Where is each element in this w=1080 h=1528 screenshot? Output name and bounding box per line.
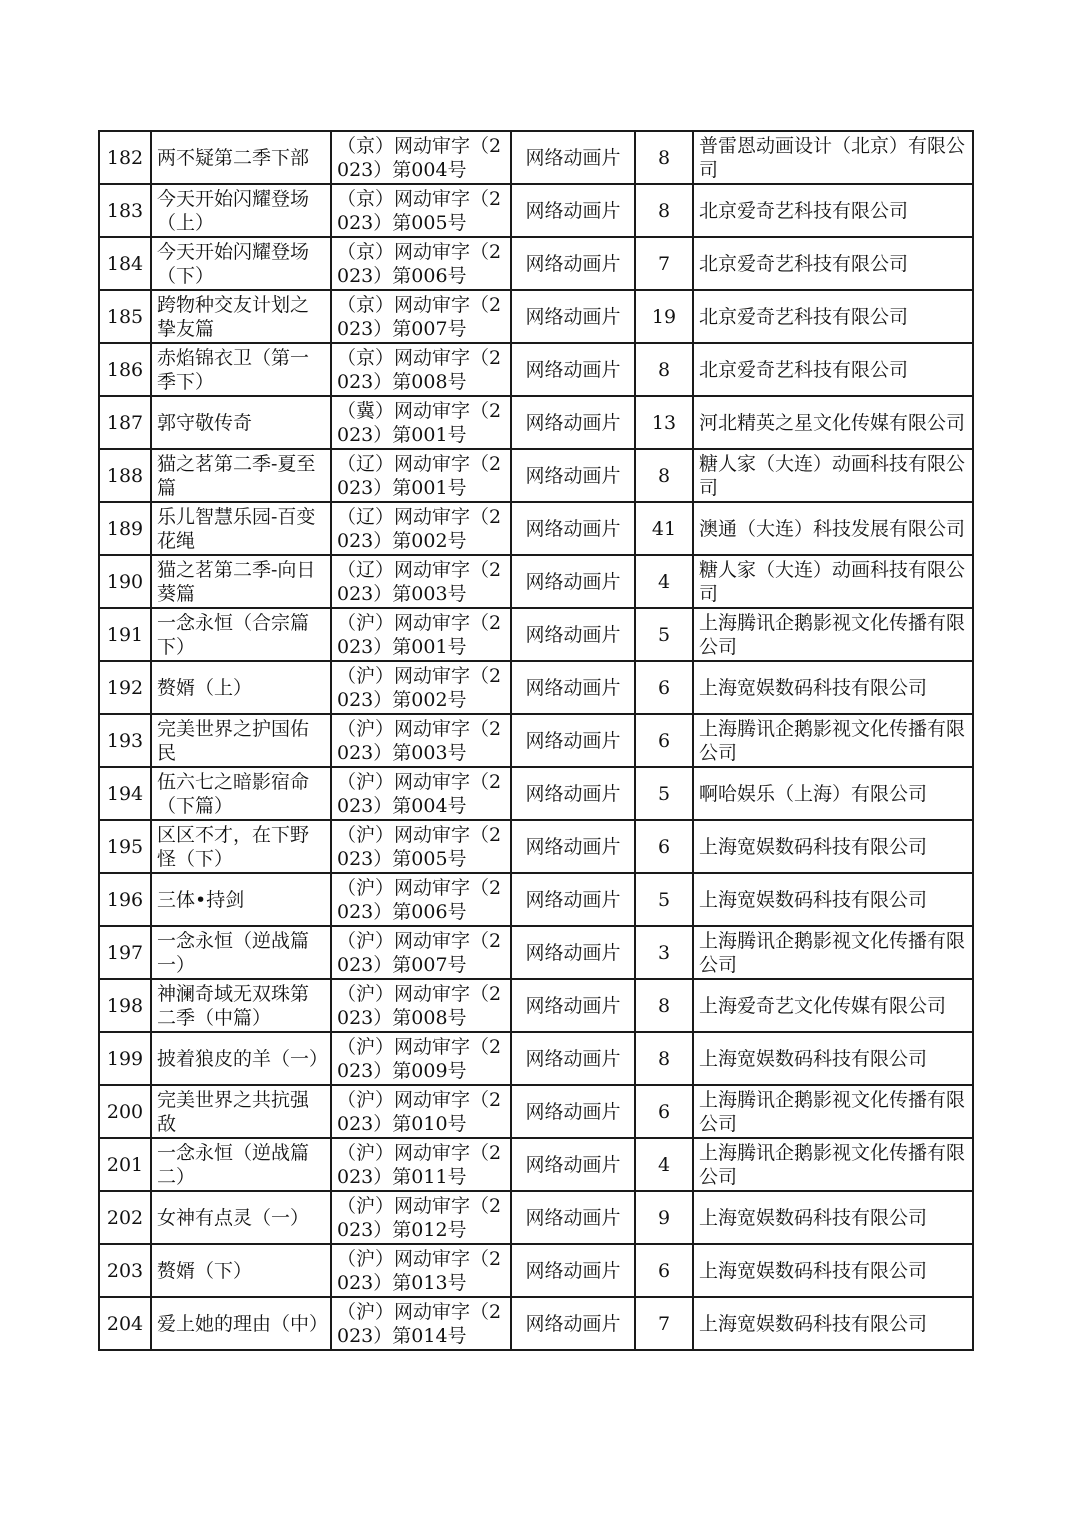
row-number-cell: 184 bbox=[99, 237, 151, 290]
license-number-cell: （京）网动审字（2023）第005号 bbox=[331, 184, 511, 237]
company-cell: 上海宽娱数码科技有限公司 bbox=[693, 820, 973, 873]
title-cell: 完美世界之护国佑民 bbox=[151, 714, 331, 767]
license-number-cell: （沪）网动审字（2023）第014号 bbox=[331, 1297, 511, 1350]
table-row bbox=[99, 131, 973, 184]
episodes-cell: 6 bbox=[635, 1244, 693, 1297]
episodes-cell: 6 bbox=[635, 714, 693, 767]
license-number-cell: （沪）网动审字（2023）第012号 bbox=[331, 1191, 511, 1244]
title-cell: 乐儿智慧乐园-百变花绳 bbox=[151, 502, 331, 555]
type-cell: 网络动画片 bbox=[511, 1191, 635, 1244]
episodes-cell: 7 bbox=[635, 1297, 693, 1350]
table-row bbox=[99, 555, 973, 608]
license-number-cell: （沪）网动审字（2023）第004号 bbox=[331, 767, 511, 820]
title-cell: 女神有点灵（一） bbox=[151, 1191, 331, 1244]
table-row bbox=[99, 449, 973, 502]
type-cell: 网络动画片 bbox=[511, 1138, 635, 1191]
table-row bbox=[99, 290, 973, 343]
type-cell: 网络动画片 bbox=[511, 1032, 635, 1085]
company-cell: 上海腾讯企鹅影视文化传播有限公司 bbox=[693, 714, 973, 767]
type-cell: 网络动画片 bbox=[511, 237, 635, 290]
type-cell: 网络动画片 bbox=[511, 608, 635, 661]
title-cell: 两不疑第二季下部 bbox=[151, 131, 331, 184]
episodes-cell: 7 bbox=[635, 237, 693, 290]
episodes-cell: 4 bbox=[635, 1138, 693, 1191]
company-cell: 上海腾讯企鹅影视文化传播有限公司 bbox=[693, 608, 973, 661]
type-cell: 网络动画片 bbox=[511, 767, 635, 820]
episodes-cell: 13 bbox=[635, 396, 693, 449]
row-number-cell: 194 bbox=[99, 767, 151, 820]
license-number-cell: （沪）网动审字（2023）第010号 bbox=[331, 1085, 511, 1138]
type-cell: 网络动画片 bbox=[511, 1297, 635, 1350]
row-number-cell: 200 bbox=[99, 1085, 151, 1138]
table-row bbox=[99, 184, 973, 237]
title-cell: 猫之茗第二季-向日葵篇 bbox=[151, 555, 331, 608]
company-cell: 上海宽娱数码科技有限公司 bbox=[693, 1244, 973, 1297]
company-cell: 上海宽娱数码科技有限公司 bbox=[693, 1032, 973, 1085]
row-number-cell: 203 bbox=[99, 1244, 151, 1297]
row-number-cell: 187 bbox=[99, 396, 151, 449]
type-cell: 网络动画片 bbox=[511, 502, 635, 555]
company-cell: 北京爱奇艺科技有限公司 bbox=[693, 343, 973, 396]
title-cell: 今天开始闪耀登场（下） bbox=[151, 237, 331, 290]
company-cell: 啊哈娱乐（上海）有限公司 bbox=[693, 767, 973, 820]
company-cell: 糖人家（大连）动画科技有限公司 bbox=[693, 555, 973, 608]
episodes-cell: 9 bbox=[635, 1191, 693, 1244]
license-number-cell: （沪）网动审字（2023）第011号 bbox=[331, 1138, 511, 1191]
episodes-cell: 4 bbox=[635, 555, 693, 608]
license-number-cell: （京）网动审字（2023）第006号 bbox=[331, 237, 511, 290]
title-cell: 赘婿（下） bbox=[151, 1244, 331, 1297]
title-cell: 猫之茗第二季-夏至篇 bbox=[151, 449, 331, 502]
company-cell: 糖人家（大连）动画科技有限公司 bbox=[693, 449, 973, 502]
episodes-cell: 8 bbox=[635, 1032, 693, 1085]
title-cell: 神澜奇域无双珠第二季（中篇） bbox=[151, 979, 331, 1032]
type-cell: 网络动画片 bbox=[511, 449, 635, 502]
row-number-cell: 199 bbox=[99, 1032, 151, 1085]
row-number-cell: 190 bbox=[99, 555, 151, 608]
episodes-cell: 19 bbox=[635, 290, 693, 343]
table-row bbox=[99, 502, 973, 555]
license-number-cell: （沪）网动审字（2023）第003号 bbox=[331, 714, 511, 767]
company-cell: 上海宽娱数码科技有限公司 bbox=[693, 1191, 973, 1244]
title-cell: 一念永恒（合宗篇下） bbox=[151, 608, 331, 661]
title-cell: 三体•持剑 bbox=[151, 873, 331, 926]
row-number-cell: 198 bbox=[99, 979, 151, 1032]
license-number-cell: （辽）网动审字（2023）第002号 bbox=[331, 502, 511, 555]
row-number-cell: 202 bbox=[99, 1191, 151, 1244]
table-row bbox=[99, 608, 973, 661]
title-cell: 郭守敬传奇 bbox=[151, 396, 331, 449]
row-number-cell: 191 bbox=[99, 608, 151, 661]
table-row bbox=[99, 1085, 973, 1138]
row-number-cell: 193 bbox=[99, 714, 151, 767]
episodes-cell: 5 bbox=[635, 873, 693, 926]
company-cell: 上海宽娱数码科技有限公司 bbox=[693, 661, 973, 714]
title-cell: 跨物种交友计划之挚友篇 bbox=[151, 290, 331, 343]
row-number-cell: 186 bbox=[99, 343, 151, 396]
row-number-cell: 195 bbox=[99, 820, 151, 873]
row-number-cell: 185 bbox=[99, 290, 151, 343]
type-cell: 网络动画片 bbox=[511, 979, 635, 1032]
episodes-cell: 3 bbox=[635, 926, 693, 979]
type-cell: 网络动画片 bbox=[511, 290, 635, 343]
episodes-cell: 5 bbox=[635, 608, 693, 661]
type-cell: 网络动画片 bbox=[511, 926, 635, 979]
table-row bbox=[99, 237, 973, 290]
table-row bbox=[99, 343, 973, 396]
title-cell: 披着狼皮的羊（一） bbox=[151, 1032, 331, 1085]
company-cell: 上海腾讯企鹅影视文化传播有限公司 bbox=[693, 1085, 973, 1138]
title-cell: 伍六七之暗影宿命（下篇） bbox=[151, 767, 331, 820]
episodes-cell: 8 bbox=[635, 131, 693, 184]
row-number-cell: 204 bbox=[99, 1297, 151, 1350]
license-number-cell: （沪）网动审字（2023）第002号 bbox=[331, 661, 511, 714]
row-number-cell: 189 bbox=[99, 502, 151, 555]
table-row bbox=[99, 1297, 973, 1350]
company-cell: 上海宽娱数码科技有限公司 bbox=[693, 873, 973, 926]
episodes-cell: 6 bbox=[635, 820, 693, 873]
license-number-cell: （辽）网动审字（2023）第003号 bbox=[331, 555, 511, 608]
company-cell: 北京爱奇艺科技有限公司 bbox=[693, 184, 973, 237]
company-cell: 上海宽娱数码科技有限公司 bbox=[693, 1297, 973, 1350]
table-row bbox=[99, 820, 973, 873]
type-cell: 网络动画片 bbox=[511, 714, 635, 767]
title-cell: 今天开始闪耀登场（上） bbox=[151, 184, 331, 237]
license-number-cell: （沪）网动审字（2023）第013号 bbox=[331, 1244, 511, 1297]
episodes-cell: 8 bbox=[635, 184, 693, 237]
episodes-cell: 8 bbox=[635, 979, 693, 1032]
type-cell: 网络动画片 bbox=[511, 343, 635, 396]
license-number-cell: （沪）网动审字（2023）第007号 bbox=[331, 926, 511, 979]
company-cell: 北京爱奇艺科技有限公司 bbox=[693, 237, 973, 290]
license-number-cell: （沪）网动审字（2023）第001号 bbox=[331, 608, 511, 661]
type-cell: 网络动画片 bbox=[511, 396, 635, 449]
table-row bbox=[99, 1032, 973, 1085]
table-row bbox=[99, 1191, 973, 1244]
episodes-cell: 6 bbox=[635, 661, 693, 714]
license-number-cell: （沪）网动审字（2023）第009号 bbox=[331, 1032, 511, 1085]
title-cell: 区区不才，在下野怪（下） bbox=[151, 820, 331, 873]
type-cell: 网络动画片 bbox=[511, 555, 635, 608]
title-cell: 赘婿（上） bbox=[151, 661, 331, 714]
row-number-cell: 182 bbox=[99, 131, 151, 184]
episodes-cell: 8 bbox=[635, 343, 693, 396]
row-number-cell: 192 bbox=[99, 661, 151, 714]
table-row bbox=[99, 396, 973, 449]
type-cell: 网络动画片 bbox=[511, 131, 635, 184]
episodes-cell: 8 bbox=[635, 449, 693, 502]
type-cell: 网络动画片 bbox=[511, 820, 635, 873]
table-row bbox=[99, 714, 973, 767]
company-cell: 上海腾讯企鹅影视文化传播有限公司 bbox=[693, 1138, 973, 1191]
row-number-cell: 201 bbox=[99, 1138, 151, 1191]
company-cell: 普雷恩动画设计（北京）有限公司 bbox=[693, 131, 973, 184]
table-row bbox=[99, 661, 973, 714]
row-number-cell: 196 bbox=[99, 873, 151, 926]
license-number-cell: （沪）网动审字（2023）第006号 bbox=[331, 873, 511, 926]
episodes-cell: 6 bbox=[635, 1085, 693, 1138]
row-number-cell: 188 bbox=[99, 449, 151, 502]
table-row bbox=[99, 767, 973, 820]
type-cell: 网络动画片 bbox=[511, 184, 635, 237]
company-cell: 上海爱奇艺文化传媒有限公司 bbox=[693, 979, 973, 1032]
table-row bbox=[99, 1138, 973, 1191]
title-cell: 爱上她的理由（中） bbox=[151, 1297, 331, 1350]
license-number-cell: （京）网动审字（2023）第008号 bbox=[331, 343, 511, 396]
license-number-cell: （辽）网动审字（2023）第001号 bbox=[331, 449, 511, 502]
license-number-cell: （京）网动审字（2023）第007号 bbox=[331, 290, 511, 343]
license-number-cell: （京）网动审字（2023）第004号 bbox=[331, 131, 511, 184]
type-cell: 网络动画片 bbox=[511, 661, 635, 714]
license-number-cell: （沪）网动审字（2023）第008号 bbox=[331, 979, 511, 1032]
type-cell: 网络动画片 bbox=[511, 1244, 635, 1297]
animation-records-table bbox=[98, 130, 974, 1351]
row-number-cell: 197 bbox=[99, 926, 151, 979]
episodes-cell: 41 bbox=[635, 502, 693, 555]
company-cell: 北京爱奇艺科技有限公司 bbox=[693, 290, 973, 343]
title-cell: 完美世界之共抗强敌 bbox=[151, 1085, 331, 1138]
title-cell: 赤焰锦衣卫（第一季下） bbox=[151, 343, 331, 396]
table-row bbox=[99, 1244, 973, 1297]
table-row bbox=[99, 979, 973, 1032]
company-cell: 河北精英之星文化传媒有限公司 bbox=[693, 396, 973, 449]
row-number-cell: 183 bbox=[99, 184, 151, 237]
title-cell: 一念永恒（逆战篇二） bbox=[151, 1138, 331, 1191]
table-row bbox=[99, 926, 973, 979]
title-cell: 一念永恒（逆战篇一） bbox=[151, 926, 331, 979]
company-cell: 澳通（大连）科技发展有限公司 bbox=[693, 502, 973, 555]
table-row bbox=[99, 873, 973, 926]
type-cell: 网络动画片 bbox=[511, 1085, 635, 1138]
table-body bbox=[99, 131, 973, 1350]
license-number-cell: （沪）网动审字（2023）第005号 bbox=[331, 820, 511, 873]
type-cell: 网络动画片 bbox=[511, 873, 635, 926]
episodes-cell: 5 bbox=[635, 767, 693, 820]
company-cell: 上海腾讯企鹅影视文化传播有限公司 bbox=[693, 926, 973, 979]
license-number-cell: （冀）网动审字（2023）第001号 bbox=[331, 396, 511, 449]
